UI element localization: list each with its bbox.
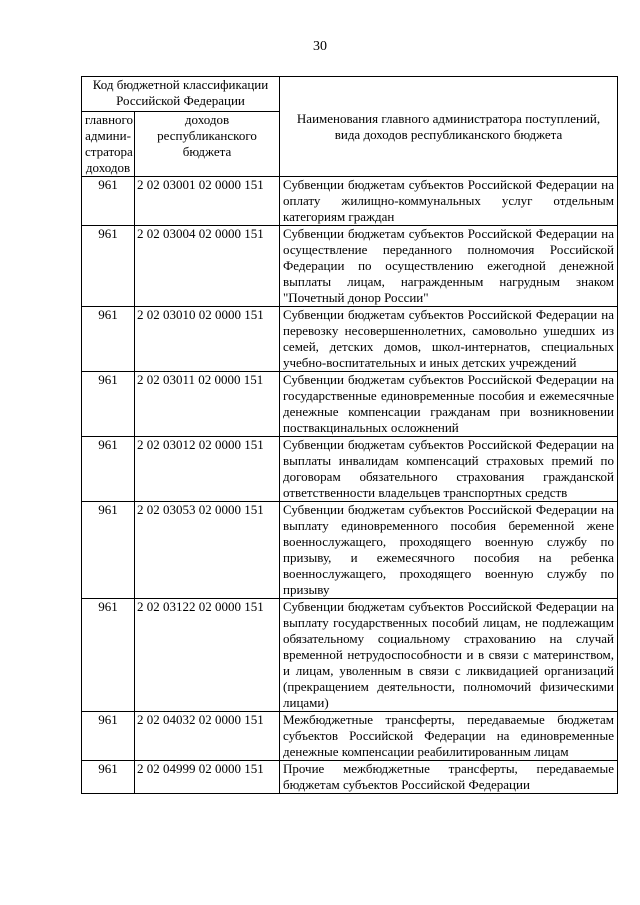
income-name-cell: Субвенции бюджетам субъектов Российской Федерации на выплату государственных пособий лицам, не подлежащим обязательному социальному страхованию на случай временной нетрудоспособности и в связи с материнством, и лицам, уволенным в связи с ликвидацией организаций (прекращением деятельности, полномочий физическими лицами) [280,599,618,712]
admin-code-cell: 961 [82,437,135,502]
income-code-cell: 2 02 03012 02 0000 151 [135,437,280,502]
admin-code-cell: 961 [82,712,135,761]
income-code-cell: 2 02 03053 02 0000 151 [135,502,280,599]
table-row [82,177,618,226]
income-code-cell: 2 02 03010 02 0000 151 [135,307,280,372]
admin-code-cell: 961 [82,177,135,226]
table-row [82,437,618,502]
page-number: 30 [313,39,327,54]
income-name-cell: Субвенции бюджетам субъектов Российской Федерации на осуществление переданного полномочия Российской Федерации по осуществлению ежегодной денежной выплаты лицам, награжденным нагрудным знаком "Почетный донор России" [280,226,618,307]
admin-code-cell: 961 [82,599,135,712]
admin-code-cell: 961 [82,226,135,307]
income-name-cell: Межбюджетные трансферты, передаваемые бюджетам субъектов Российской Федерации на единовременные денежные компенсации реабилитированным лицам [280,712,618,761]
admin-code-cell: 961 [82,372,135,437]
income-name-cell: Субвенции бюджетам субъектов Российской Федерации на оплату жилищно-коммунальных услуг отдельным категориям граждан [280,177,618,226]
table-row [82,761,618,794]
budget-classification-table [81,76,618,794]
admin-column-header: главного админи-стратора доходов [82,112,135,177]
income-code-cell: 2 02 03004 02 0000 151 [135,226,280,307]
income-code-cell: 2 02 03001 02 0000 151 [135,177,280,226]
income-name-cell: Субвенции бюджетам субъектов Российской Федерации на перевозку несовершеннолетних, самовольно ушедших из семей, детских домов, школ-интернатов, специальных учебно-воспитательных и иных детских учреждений [280,307,618,372]
income-name-cell: Субвенции бюджетам субъектов Российской Федерации на выплату единовременного пособия беременной жене военнослужащего, проходящего военную службу по призыву, и ежемесячного пособия на ребенка военнослужащего, проходящего военную службу по призыву [280,502,618,599]
table-body [82,177,618,794]
income-code-cell: 2 02 04999 02 0000 151 [135,761,280,794]
income-name-cell: Субвенции бюджетам субъектов Российской Федерации на государственные единовременные пособия и ежемесячные денежные компенсации гражданам при возникновении поствакцинальных осложнений [280,372,618,437]
income-column-header: доходов республиканского бюджета [135,112,280,177]
table-row [82,712,618,761]
income-code-cell: 2 02 04032 02 0000 151 [135,712,280,761]
income-name-cell: Прочие межбюджетные трансферты, передаваемые бюджетам субъектов Российской Федерации [280,761,618,794]
table-row [82,502,618,599]
classification-group-header: Код бюджетной классификации Российской Федерации [82,77,280,112]
admin-code-cell: 961 [82,502,135,599]
name-column-header: Наименования главного администратора поступлений, вида доходов республиканского бюджета [280,77,618,177]
table-row [82,599,618,712]
income-name-cell: Субвенции бюджетам субъектов Российской Федерации на выплаты инвалидам компенсаций страховых премий по договорам обязательного страхования гражданской ответственности владельцев транспортных средств [280,437,618,502]
admin-code-cell: 961 [82,761,135,794]
admin-code-cell: 961 [82,307,135,372]
table-header-row [82,77,618,112]
income-code-cell: 2 02 03122 02 0000 151 [135,599,280,712]
table-row [82,307,618,372]
table-row [82,372,618,437]
table-row [82,226,618,307]
income-code-cell: 2 02 03011 02 0000 151 [135,372,280,437]
